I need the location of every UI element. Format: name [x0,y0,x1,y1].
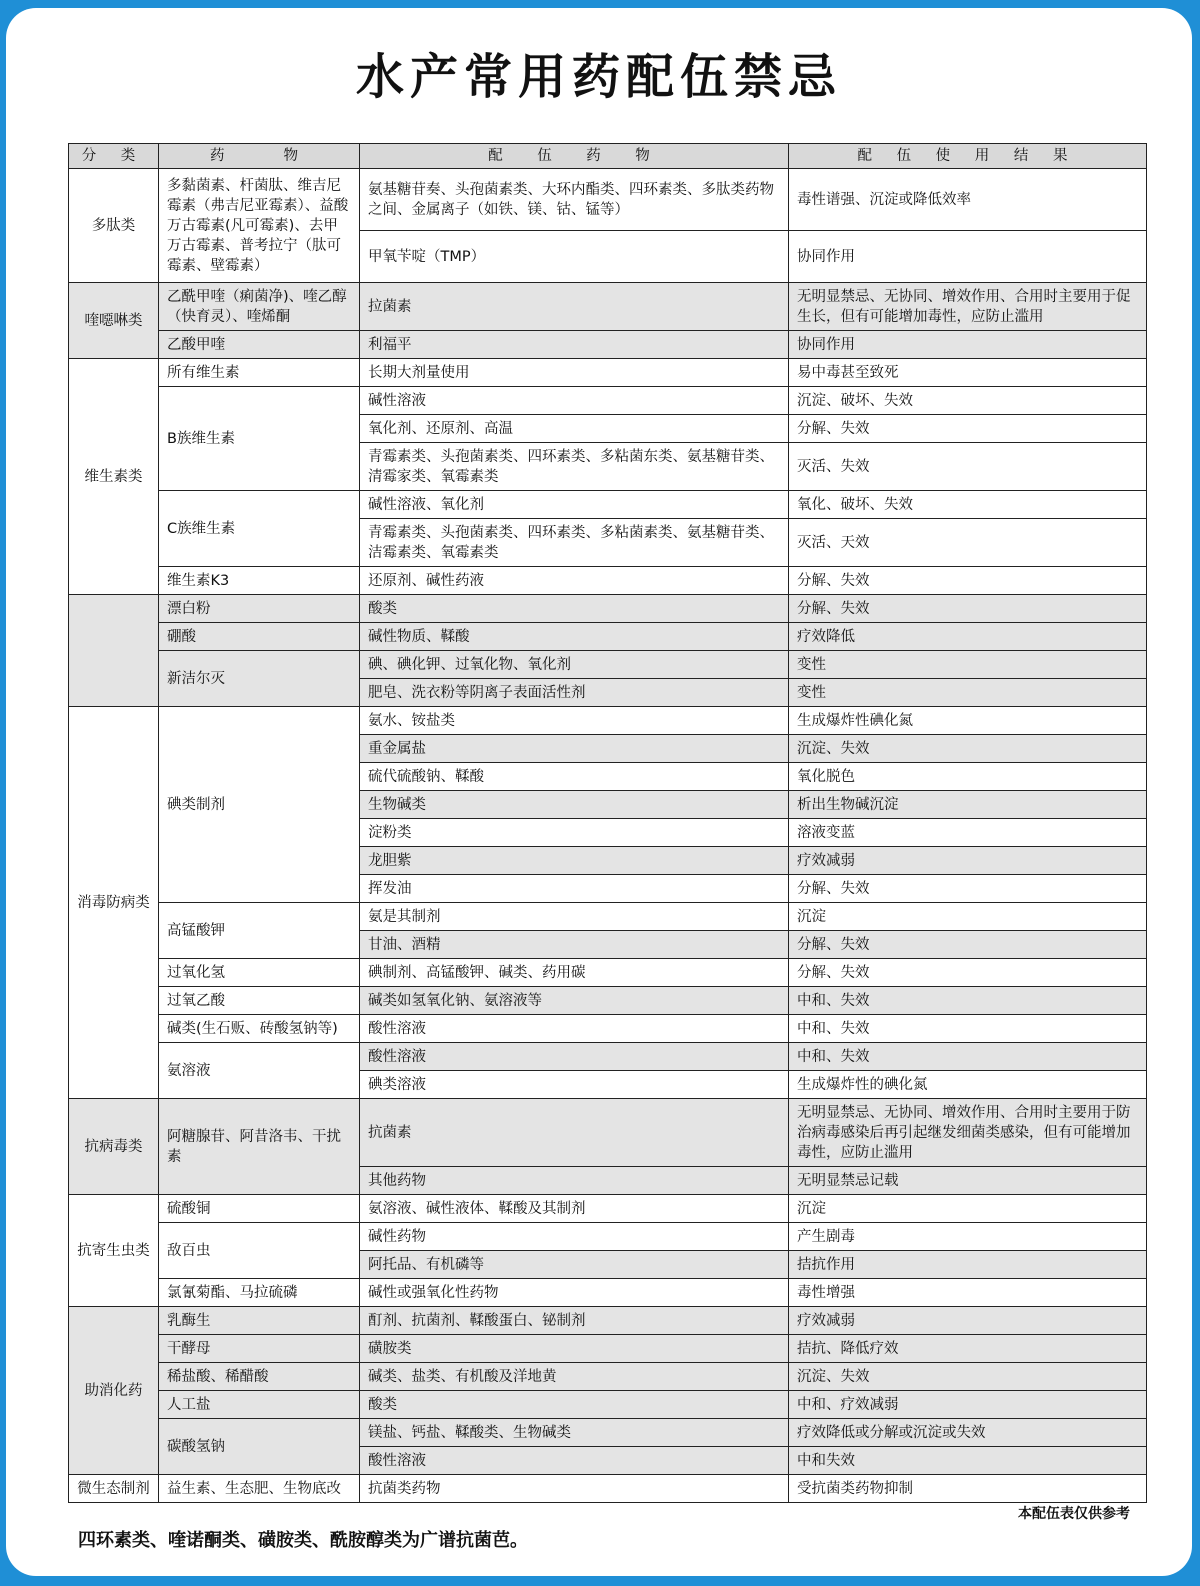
result-cell: 溶液变蓝 [789,819,1147,847]
drug-cell: 漂白粉 [159,595,360,623]
drug-cell: C族维生素 [159,491,360,567]
result-cell: 沉淀、破坏、失效 [789,387,1147,415]
drug-cell: 乙酰甲喹（痢菌净)、喹乙醇（快育灵）、喹烯酮 [159,283,360,331]
drug-cell: 碱类(生石贩、砖酸氢钠等) [159,1015,360,1043]
combination-cell: 酊剂、抗菌剂、鞣酸蛋白、铋制剂 [360,1307,789,1335]
combination-cell: 氨水、铵盐类 [360,707,789,735]
combination-cell: 氨是其制剂 [360,903,789,931]
result-cell: 氧化、破坏、失效 [789,491,1147,519]
drug-cell: 益生素、生态肥、生物底改 [159,1475,360,1503]
header-category: 分 类 [69,144,159,169]
table-row [69,1099,1147,1167]
drug-cell: 所有维生素 [159,359,360,387]
combination-cell: 碱性或强氧化性药物 [360,1279,789,1307]
combination-cell: 阿托品、有机磷等 [360,1251,789,1279]
combination-cell: 抗菌素 [360,1099,789,1167]
table-row [69,987,1147,1015]
combination-cell: 酸性溶液 [360,1043,789,1071]
result-cell: 中和、失效 [789,987,1147,1015]
combination-cell: 碱性药物 [360,1223,789,1251]
combination-cell: 肥皂、洗衣粉等阴离子表面活性剂 [360,679,789,707]
table-row [69,387,1147,415]
combination-cell: 长期大剂量使用 [360,359,789,387]
combination-cell: 碱性溶液、氧化剂 [360,491,789,519]
result-cell: 疗效降低或分解或沉淀或失效 [789,1419,1147,1447]
combination-cell: 碱类如氢氧化钠、氨溶液等 [360,987,789,1015]
combination-cell: 甘油、酒精 [360,931,789,959]
table-row [69,283,1147,331]
result-cell: 变性 [789,679,1147,707]
category-cell: 抗寄生虫类 [69,1195,159,1307]
result-cell: 毒性增强 [789,1279,1147,1307]
result-cell: 沉淀、失效 [789,1363,1147,1391]
result-cell: 中和、失效 [789,1015,1147,1043]
table-row [69,1307,1147,1335]
table-row [69,1363,1147,1391]
combination-cell: 氨基糖苷奏、头孢菌素类、大环内酯类、四环素类、多肽类药物之间、金属离子（如铁、镁、钴、锰等） [360,169,789,231]
drug-cell: 氨溶液 [159,1043,360,1099]
result-cell: 分解、失效 [789,595,1147,623]
result-cell: 沉淀 [789,903,1147,931]
drug-cell: 人工盐 [159,1391,360,1419]
header-combination: 配 伍 药 物 [360,144,789,169]
table-row [69,959,1147,987]
combination-cell: 生物碱类 [360,791,789,819]
combination-cell: 其他药物 [360,1167,789,1195]
combination-cell: 碱性溶液 [360,387,789,415]
result-cell: 中和、疗效减弱 [789,1391,1147,1419]
combination-cell: 碘制剂、高锰酸钾、碱类、药用碳 [360,959,789,987]
table-row [69,331,1147,359]
result-cell: 疗效降低 [789,623,1147,651]
drug-cell: 敌百虫 [159,1223,360,1279]
result-cell: 无明显禁忌、无协同、增效作用、合用时主要用于防治病毒感染后再引起继发细菌类感染，但有可能增加毒性，应防止滥用 [789,1099,1147,1167]
combination-cell: 青霉素类、头孢菌素类、四环素类、多粘菌东类、氨基糖苷类、清霉家类、氧霉素类 [360,443,789,491]
drug-cell: 碳酸氢钠 [159,1419,360,1475]
result-cell: 协同作用 [789,231,1147,283]
result-cell: 氧化脱色 [789,763,1147,791]
table-row [69,1475,1147,1503]
combination-cell: 甲氧苄啶（TMP） [360,231,789,283]
combination-cell: 硫代硫酸钠、鞣酸 [360,763,789,791]
drug-cell: 多黏菌素、杆菌肽、维吉尼霉素（弗吉尼亚霉素）、益酸万古霉素(凡可霉素)、去甲万古霉素、普考拉宁（肽可霉素、壁霉素） [159,169,360,283]
footer-note: 四环素类、喹诺酮类、磺胺类、酰胺醇类为广谱抗菌芭。 [78,1530,528,1551]
combination-cell: 龙胆紫 [360,847,789,875]
combination-cell: 青霉素类、头孢菌素类、四环素类、多粘菌素类、氨基糖苷类、洁霉素类、氧霉素类 [360,519,789,567]
result-cell: 疗效减弱 [789,1307,1147,1335]
result-cell: 生成爆炸性碘化氮 [789,707,1147,735]
result-cell: 无明显禁忌、无协同、增效作用、合用时主要用于促生长，但有可能增加毒性，应防止滥用 [789,283,1147,331]
combination-cell: 氧化剂、还原剂、高温 [360,415,789,443]
result-cell: 分解、失效 [789,567,1147,595]
combination-cell: 磺胺类 [360,1335,789,1363]
result-cell: 灭活、失效 [789,443,1147,491]
category-cell [69,707,159,1099]
result-cell: 分解、失效 [789,415,1147,443]
table-row [69,595,1147,623]
table-row [69,169,1147,231]
table-row [69,1335,1147,1363]
combination-cell: 酸性溶液 [360,1447,789,1475]
table-row [69,1419,1147,1447]
table-row [69,1279,1147,1307]
result-cell: 受抗菌类药物抑制 [789,1475,1147,1503]
result-cell: 析出生物碱沉淀 [789,791,1147,819]
category-cell: 抗病毒类 [69,1099,159,1195]
table-row [69,1223,1147,1251]
table-row [69,651,1147,679]
category-cell [69,595,159,707]
result-cell: 拮抗、降低疗效 [789,1335,1147,1363]
category-cell: 微生态制剂 [69,1475,159,1503]
category-cell: 助消化药 [69,1307,159,1475]
result-cell: 毒性谱强、沉淀或降低效率 [789,169,1147,231]
result-cell: 协同作用 [789,331,1147,359]
combination-cell: 酸类 [360,595,789,623]
drug-cell: 阿糖腺苷、阿昔洛韦、干扰素 [159,1099,360,1195]
combination-cell: 碱性物质、鞣酸 [360,623,789,651]
result-cell: 无明显禁忌记载 [789,1167,1147,1195]
combination-cell: 利福平 [360,331,789,359]
table-row [69,1015,1147,1043]
result-cell: 中和、失效 [789,1043,1147,1071]
poster [6,8,1192,1576]
drug-cell: 乙酸甲喹 [159,331,360,359]
table-header-row [69,144,1147,169]
result-cell: 中和失效 [789,1447,1147,1475]
table-row [69,1195,1147,1223]
drug-cell: 稀盐酸、稀醋酸 [159,1363,360,1391]
result-cell: 疗效减弱 [789,847,1147,875]
header-result: 配 伍 使 用 结 果 [789,144,1147,169]
drug-cell: 硼酸 [159,623,360,651]
result-cell: 沉淀、失效 [789,735,1147,763]
compatibility-table [68,143,1147,1503]
drug-cell: 维生素K3 [159,567,360,595]
combination-cell: 还原剂、碱性药液 [360,567,789,595]
combination-cell: 镁盐、钙盐、鞣酸类、生物碱类 [360,1419,789,1447]
header-drug: 药 物 [159,144,360,169]
drug-cell: 乳酶生 [159,1307,360,1335]
combination-cell: 酸类 [360,1391,789,1419]
table-row [69,491,1147,519]
combination-cell: 碘类溶液 [360,1071,789,1099]
drug-cell: 硫酸铜 [159,1195,360,1223]
drug-cell: 新洁尔灭 [159,651,360,707]
reference-note: 本配伍表仅供参考 [1018,1506,1130,1522]
category-cell: 多肽类 [69,169,159,283]
result-cell: 分解、失效 [789,931,1147,959]
result-cell: 沉淀 [789,1195,1147,1223]
combination-cell: 碱类、盐类、有机酸及洋地黄 [360,1363,789,1391]
combination-cell: 酸性溶液 [360,1015,789,1043]
result-cell: 分解、失效 [789,875,1147,903]
drug-cell: B族维生素 [159,387,360,491]
result-cell: 分解、失效 [789,959,1147,987]
combination-cell: 氨溶液、碱性液体、鞣酸及其制剂 [360,1195,789,1223]
combination-cell: 挥发油 [360,875,789,903]
table-row [69,707,1147,735]
drug-cell: 高锰酸钾 [159,903,360,959]
combination-cell: 碘、碘化钾、过氧化物、氧化剂 [360,651,789,679]
category-cell: 维生素类 [69,359,159,595]
drug-cell: 氯氰菊酯、马拉硫磷 [159,1279,360,1307]
result-cell: 产生剧毒 [789,1223,1147,1251]
combination-cell: 拉菌素 [360,283,789,331]
drug-cell: 过氧乙酸 [159,987,360,1015]
page-title: 水产常用药配伍禁忌 [355,49,842,105]
category-cell: 喹噁啉类 [69,283,159,359]
table-row [69,567,1147,595]
table-row [69,623,1147,651]
category-vertical-label: 消毒防病类 [77,894,150,911]
combination-cell: 抗菌类药物 [360,1475,789,1503]
result-cell: 变性 [789,651,1147,679]
drug-cell: 过氧化氢 [159,959,360,987]
result-cell: 拮抗作用 [789,1251,1147,1279]
drug-cell: 碘类制剂 [159,707,360,903]
combination-cell: 重金属盐 [360,735,789,763]
combination-cell: 淀粉类 [360,819,789,847]
table-row [69,1391,1147,1419]
result-cell: 灭活、天效 [789,519,1147,567]
drug-cell: 干酵母 [159,1335,360,1363]
result-cell: 生成爆炸性的碘化氮 [789,1071,1147,1099]
table-row [69,359,1147,387]
table-row [69,903,1147,931]
table-row [69,1043,1147,1071]
result-cell: 易中毒甚至致死 [789,359,1147,387]
